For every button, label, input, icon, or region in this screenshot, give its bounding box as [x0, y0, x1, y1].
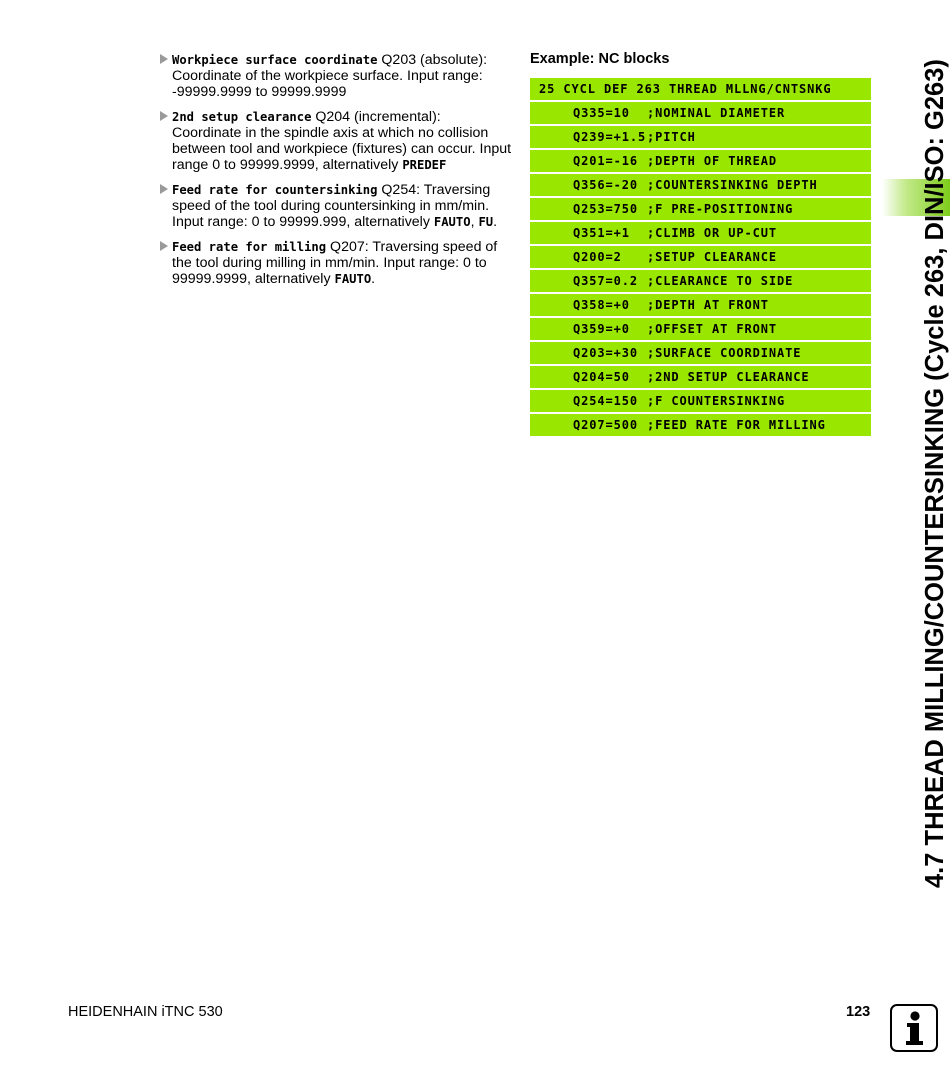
- nc-row: [530, 414, 871, 436]
- nc-comment: ;F PRE-POSITIONING: [647, 202, 794, 216]
- parameter-keyword: 2nd setup clearance: [172, 110, 312, 124]
- triangle-bullet-icon: [160, 111, 168, 121]
- nc-comment: ;SURFACE COORDINATE: [647, 346, 802, 360]
- triangle-bullet-icon: [160, 54, 168, 64]
- nc-code: Q254=150: [573, 394, 638, 408]
- nc-code: Q357=0.2: [573, 274, 638, 288]
- nc-row: [530, 318, 871, 340]
- nc-code: Q253=750: [573, 202, 638, 216]
- example-title: Example: NC blocks: [530, 51, 670, 67]
- parameter-description: Q207: Traversing speed of the tool during milling in mm/min. Input range: 0 to 99999.9999, alternatively: [172, 239, 498, 287]
- parameter-item: [160, 52, 512, 100]
- parameter-code: PREDEF: [402, 158, 447, 172]
- nc-block-table: [530, 78, 871, 438]
- page-number: 123: [846, 1004, 871, 1020]
- nc-comment: ;DEPTH AT FRONT: [647, 298, 769, 312]
- info-icon: [890, 1004, 938, 1052]
- nc-comment: ;CLIMB OR UP-CUT: [647, 226, 777, 240]
- nc-comment: ;F COUNTERSINKING: [647, 394, 786, 408]
- nc-row: [530, 222, 871, 244]
- nc-row: [530, 342, 871, 364]
- nc-comment: ;SETUP CLEARANCE: [647, 250, 777, 264]
- nc-row: [530, 294, 871, 316]
- nc-row: [530, 366, 871, 388]
- parameter-separator: ,: [470, 214, 479, 230]
- parameter-description: Q203 (absolute): Coordinate of the workpiece surface. Input range: -99999.9999 to 99999.9999: [172, 52, 488, 100]
- nc-code: Q201=-16: [573, 154, 638, 168]
- parameter-end: .: [493, 214, 498, 230]
- nc-header-row: 25 CYCL DEF 263 THREAD MLLNG/CNTSNKG: [530, 78, 871, 100]
- nc-comment: ;DEPTH OF THREAD: [647, 154, 777, 168]
- triangle-bullet-icon: [160, 241, 168, 251]
- parameter-code: FAUTO: [433, 215, 471, 229]
- section-title: 4.7 THREAD MILLING/COUNTERSINKING (Cycle 263, DIN/ISO: G263): [921, 59, 949, 888]
- nc-row: [530, 102, 871, 124]
- parameter-keyword: Feed rate for countersinking: [172, 183, 378, 197]
- nc-comment: ;PITCH: [647, 130, 696, 144]
- nc-row: [530, 174, 871, 196]
- nc-code: Q351=+1: [573, 226, 630, 240]
- nc-code: Q335=10: [573, 106, 630, 120]
- nc-comment: ;NOMINAL DIAMETER: [647, 106, 786, 120]
- parameter-end: .: [371, 271, 376, 287]
- parameter-code: FAUTO: [334, 272, 372, 286]
- parameter-keyword: Workpiece surface coordinate: [172, 53, 378, 67]
- parameter-code: FU: [478, 215, 494, 229]
- nc-row: [530, 270, 871, 292]
- nc-code: Q204=50: [573, 370, 630, 384]
- parameter-description: Q204 (incremental): Coordinate in the spindle axis at which no collision between tool and workpiece (fixtures) can occur. Input range 0 to 99999.9999, alternatively: [172, 109, 512, 173]
- parameter-keyword: Feed rate for milling: [172, 240, 327, 254]
- nc-row: [530, 198, 871, 220]
- nc-comment: ;CLEARANCE TO SIDE: [647, 274, 794, 288]
- parameter-item: [160, 109, 512, 173]
- nc-code: Q358=+0: [573, 298, 630, 312]
- parameter-item: [160, 182, 512, 230]
- nc-row: [530, 150, 871, 172]
- nc-code: Q356=-20: [573, 178, 638, 192]
- nc-row: [530, 390, 871, 412]
- nc-comment: ;COUNTERSINKING DEPTH: [647, 178, 818, 192]
- nc-code: Q203=+30: [573, 346, 638, 360]
- nc-comment: ;FEED RATE FOR MILLING: [647, 418, 826, 432]
- parameter-description: Q254: Traversing speed of the tool during countersinking in mm/min. Input range: 0 to 99999.999, alternatively: [172, 182, 491, 230]
- nc-code: Q239=+1.5: [573, 130, 647, 144]
- triangle-bullet-icon: [160, 184, 168, 194]
- parameter-item: [160, 239, 512, 287]
- nc-code: Q207=500: [573, 418, 638, 432]
- nc-comment: ;OFFSET AT FRONT: [647, 322, 777, 336]
- nc-comment: ;2ND SETUP CLEARANCE: [647, 370, 810, 384]
- footer-manual-name: HEIDENHAIN iTNC 530: [68, 1004, 223, 1020]
- nc-row: [530, 246, 871, 268]
- nc-code: Q200=2: [573, 250, 622, 264]
- nc-row: [530, 126, 871, 148]
- parameter-list: [160, 52, 512, 296]
- nc-code: Q359=+0: [573, 322, 630, 336]
